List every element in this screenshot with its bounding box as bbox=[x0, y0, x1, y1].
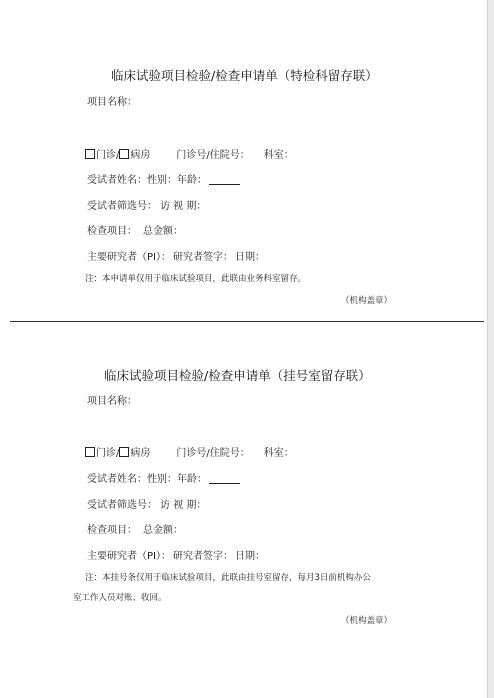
ward-checkbox[interactable] bbox=[119, 447, 129, 457]
visit-type-row bbox=[85, 146, 294, 161]
project-name-label: 项目名称： bbox=[87, 97, 137, 108]
seal-label: （机构盖章） bbox=[341, 296, 393, 306]
subject-row bbox=[87, 171, 240, 186]
subject-name-label: 受试者姓名： bbox=[87, 474, 147, 485]
note-text: 注：本申请单仅用于临床试验项目，此联由业务科室留存。 bbox=[85, 274, 307, 284]
note-text-line-2: 室工作人员对账、收回。 bbox=[73, 593, 167, 603]
signature-row bbox=[87, 248, 265, 263]
age-label: 年龄： bbox=[177, 175, 207, 186]
total-amount-label: 总金额： bbox=[143, 226, 183, 237]
exam-items-label: 检查项目： bbox=[87, 525, 137, 536]
exam-row bbox=[87, 521, 183, 536]
clinic-number-label: 门诊号/住院号： bbox=[176, 150, 250, 161]
form-title: 临床试验项目检验/检查申请单（挂号室留存联） bbox=[104, 368, 371, 383]
age-blank[interactable] bbox=[209, 175, 240, 185]
exam-items-label: 检查项目： bbox=[87, 226, 137, 237]
visit-period-label: 访 视 期： bbox=[160, 201, 207, 212]
outpatient-label: 门诊/ bbox=[96, 150, 120, 161]
outpatient-label: 门诊/ bbox=[96, 448, 120, 459]
gender-label: 性别： bbox=[147, 474, 177, 485]
pi-label: 主要研究者（PI）： bbox=[87, 252, 171, 263]
page-edge bbox=[487, 0, 494, 698]
screening-row bbox=[87, 197, 206, 212]
pi-label: 主要研究者（PI）： bbox=[87, 551, 171, 562]
subject-name-label: 受试者姓名： bbox=[87, 175, 147, 186]
researcher-signature-label: 研究者签字： bbox=[172, 252, 233, 263]
date-label: 日期： bbox=[234, 252, 265, 263]
gender-label: 性别： bbox=[147, 175, 177, 186]
total-amount-label: 总金额： bbox=[143, 525, 183, 536]
clinic-number-label: 门诊号/住院号： bbox=[176, 448, 250, 459]
age-blank[interactable] bbox=[209, 474, 240, 484]
outpatient-checkbox[interactable] bbox=[85, 149, 95, 159]
form-title: 临床试验项目检验/检查申请单（特检科留存联） bbox=[111, 68, 378, 83]
department-label: 科室： bbox=[263, 448, 294, 459]
signature-row bbox=[87, 547, 265, 562]
screening-number-label: 受试者筛选号： bbox=[87, 201, 157, 212]
visit-period-label: 访 视 期： bbox=[160, 500, 207, 511]
exam-row bbox=[87, 222, 183, 237]
project-name-label: 项目名称： bbox=[87, 396, 137, 407]
subject-row bbox=[87, 470, 240, 485]
outpatient-checkbox[interactable] bbox=[85, 447, 95, 457]
ward-label: 病房 bbox=[130, 448, 151, 459]
department-label: 科室： bbox=[263, 150, 294, 161]
ward-label: 病房 bbox=[130, 150, 151, 161]
screening-number-label: 受试者筛选号： bbox=[87, 500, 157, 511]
date-label: 日期： bbox=[234, 551, 265, 562]
ward-checkbox[interactable] bbox=[119, 149, 129, 159]
researcher-signature-label: 研究者签字： bbox=[172, 551, 233, 562]
visit-type-row bbox=[85, 444, 294, 459]
note-text-line-1: 注：本挂号条仅用于临床试验项目，此联由挂号室留存，每月3日前机构办公 bbox=[85, 573, 371, 583]
cut-line-divider bbox=[10, 321, 484, 322]
seal-label: （机构盖章） bbox=[341, 616, 393, 626]
screening-row bbox=[87, 496, 206, 511]
age-label: 年龄： bbox=[177, 474, 207, 485]
